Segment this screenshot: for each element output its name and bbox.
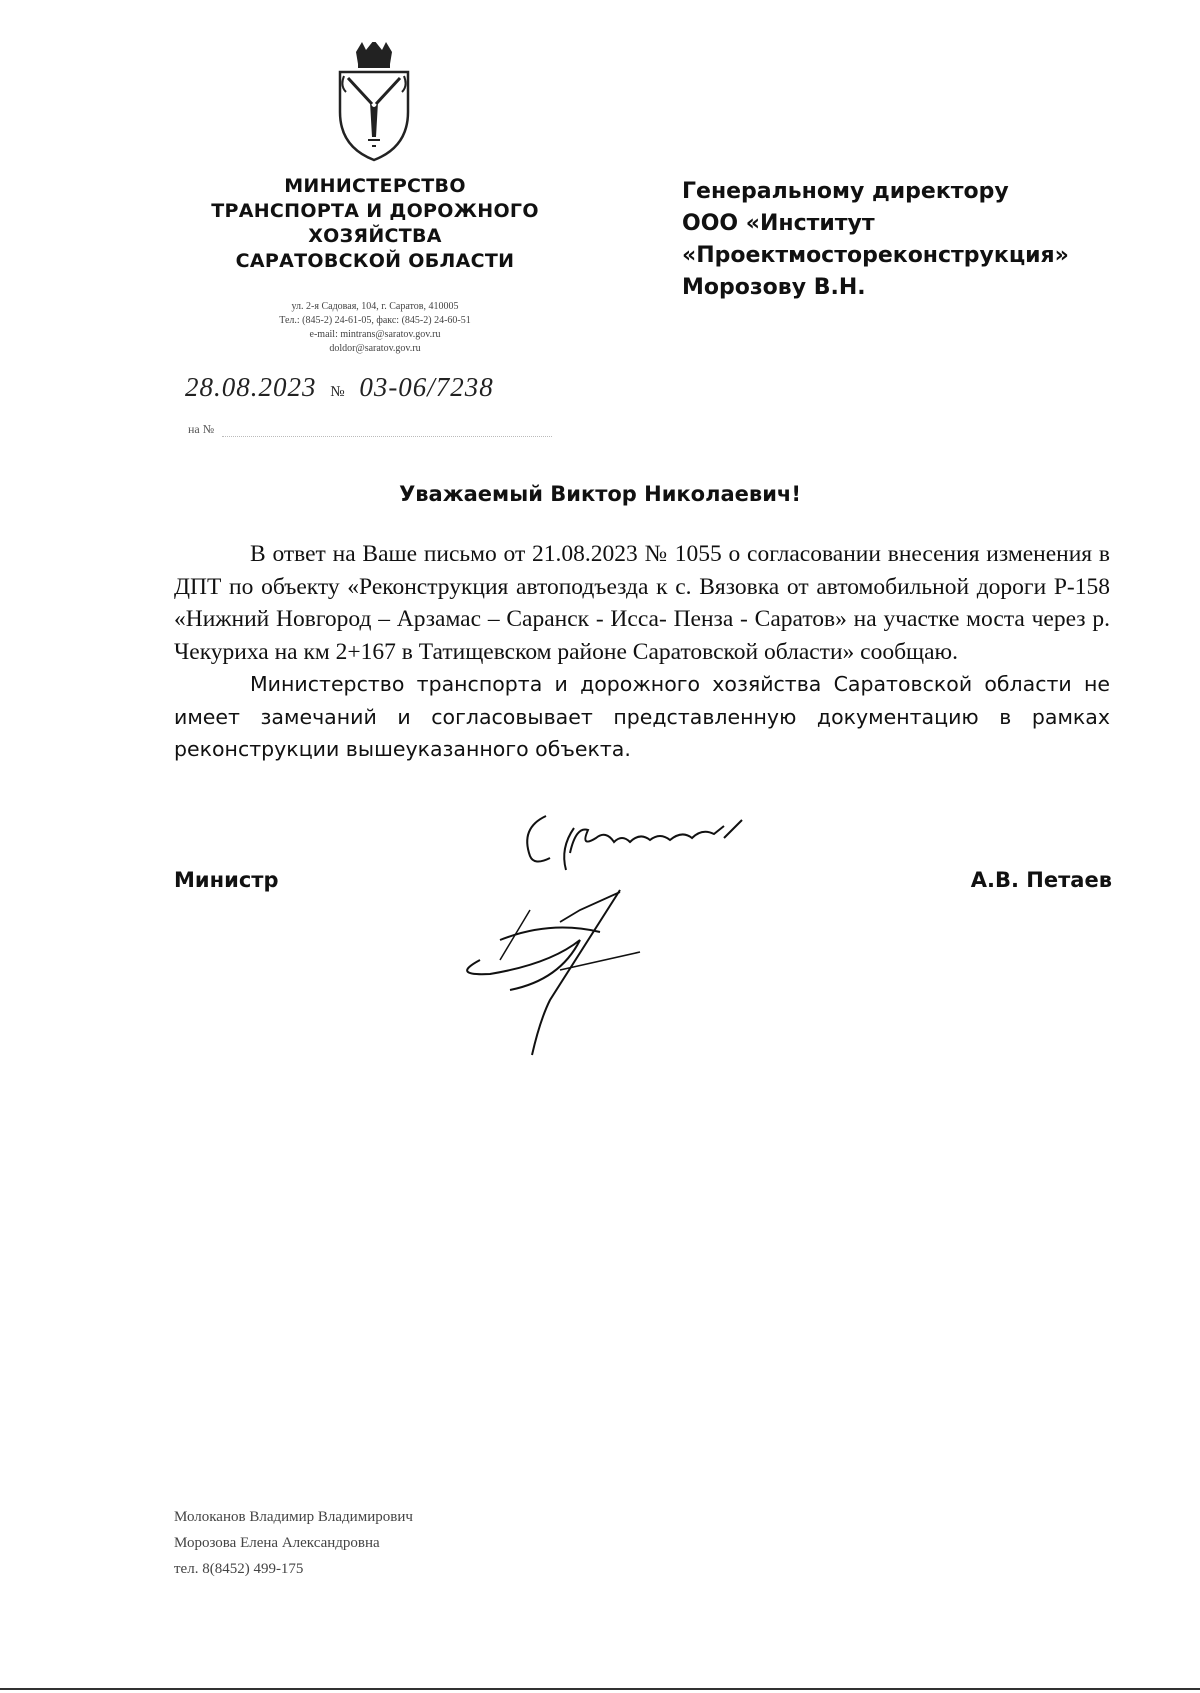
salutation: Уважаемый Виктор Николаевич!	[399, 482, 801, 506]
addressee-line: Морозову В.Н.	[682, 275, 866, 300]
coat-of-arms-emblem	[334, 42, 414, 162]
executor-phone: тел. 8(8452) 499-175	[174, 1561, 304, 1577]
executors-block	[174, 1504, 574, 1582]
contact-address: ул. 2-я Садовая, 104, г. Саратов, 410005	[291, 301, 459, 312]
handwritten-mark	[510, 808, 810, 888]
ministry-line: ХОЗЯЙСТВА	[308, 225, 442, 247]
registration-line	[185, 372, 575, 403]
ministry-contacts	[205, 300, 545, 356]
body-paragraph-2: Министерство транспорта и дорожного хозяйства Саратовской области не имеет замечаний и согласовывает представленную документацию в рамках реконструкции вышеуказанного объекта.	[174, 672, 1110, 761]
signatory-name: А.В. Петаев	[970, 868, 1112, 892]
letter-body	[174, 538, 1110, 766]
addressee-block	[682, 176, 1142, 304]
page-bottom-rule	[0, 1688, 1200, 1690]
executor-line: Морозова Елена Александровна	[174, 1535, 380, 1551]
registration-date: 28.08.2023	[185, 372, 317, 402]
contact-phone: Тел.: (845-2) 24-61-05, факс: (845-2) 24-60-51	[279, 315, 471, 326]
body-paragraph-1: В ответ на Ваше письмо от 21.08.2023 № 1055 о согласовании внесения изменения в ДПТ по объекту «Реконструкция автоподъезда к с. Вязовка от автомобильной дороги Р-158 «Нижний Новгород – Арзамас – Саранск - Исса- Пенза - Саратов» на участке моста через р. Чекуриха на км 2+167 в Татищевском районе Саратовской области» сообщаю.	[174, 541, 1110, 665]
reply-to-blank-line	[222, 436, 552, 437]
addressee-line: «Проектмостореконструкция»	[682, 243, 1069, 268]
signatory-title: Министр	[174, 868, 279, 892]
executor-line: Молоканов Владимир Владимирович	[174, 1509, 413, 1525]
ministry-line: МИНИСТЕРСТВО	[284, 175, 466, 197]
reply-to-label: на №	[188, 422, 215, 436]
ministry-line: САРАТОВСКОЙ ОБЛАСТИ	[235, 250, 515, 272]
contact-email-2: doldor@saratov.gov.ru	[329, 343, 421, 354]
addressee-line: Генеральному директору	[682, 179, 1009, 204]
contact-email: e-mail: mintrans@saratov.gov.ru	[309, 329, 441, 340]
ministry-name	[180, 174, 570, 274]
signature-image	[440, 880, 670, 1060]
number-sign: №	[330, 384, 346, 400]
addressee-line: ООО «Институт	[682, 211, 875, 236]
registration-number: 03-06/7238	[359, 372, 494, 402]
ministry-line: ТРАНСПОРТА И ДОРОЖНОГО	[211, 200, 539, 222]
